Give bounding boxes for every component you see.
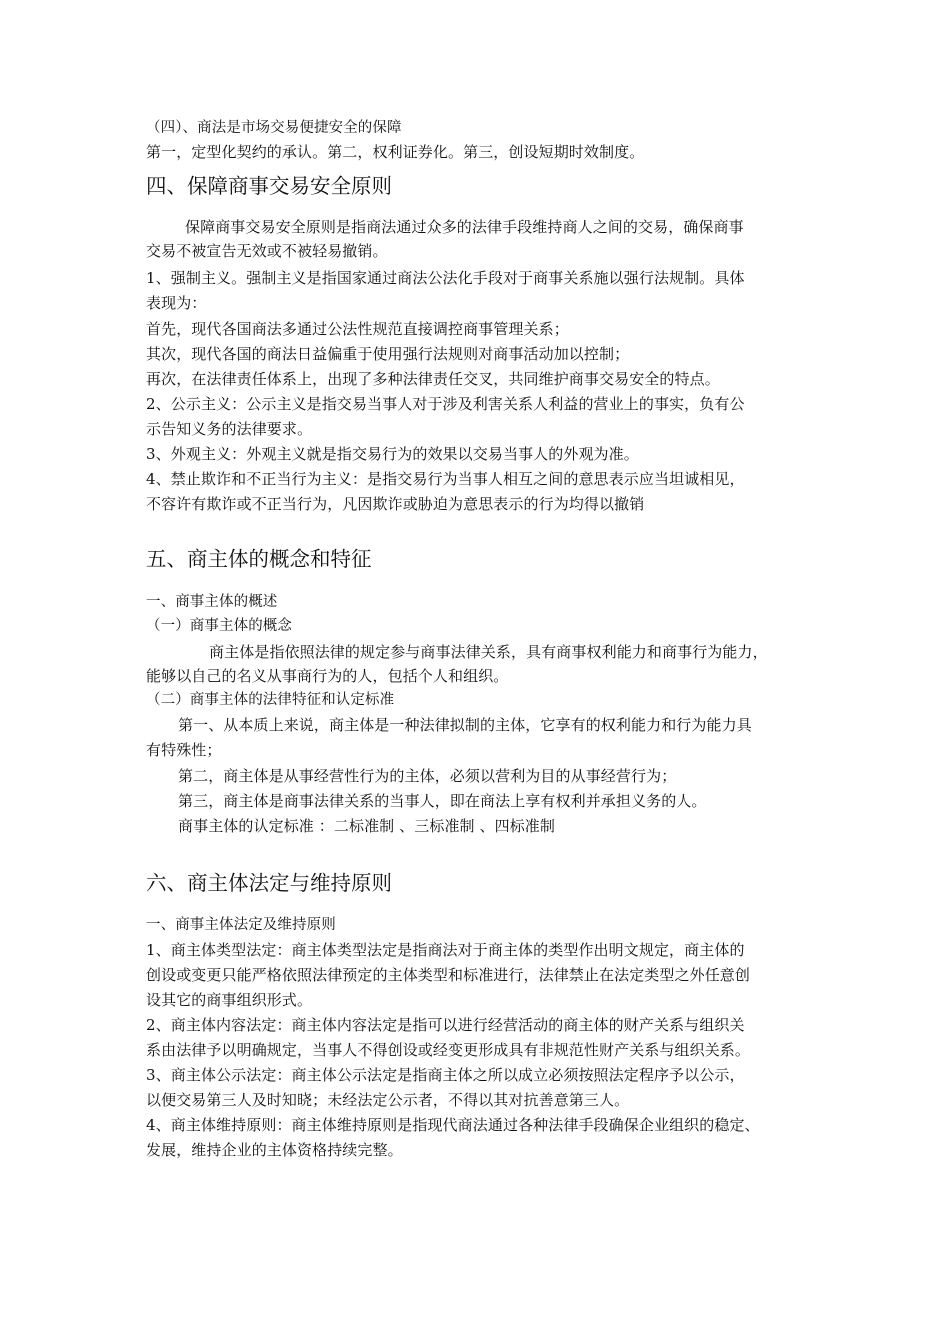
paragraph-line: 有特殊性； (146, 741, 222, 759)
section-title: 六、商主体法定与维持原则 (146, 871, 392, 895)
subsection-heading: 一、商事主体法定及维持原则 (146, 917, 336, 933)
subsection-heading: 一、商事主体的概述 (146, 594, 278, 610)
paragraph-line: 2、公示主义：公示主义是指交易当事人对于涉及利害关系人利益的营业上的事实，负有公 (146, 395, 745, 413)
paragraph-line: 4、禁止欺诈和不正当行为主义：是指交易行为当事人相互之间的意思表示应当坦诚相见， (146, 470, 745, 488)
paragraph-line: 不容许有欺诈或不正当行为，凡因欺诈或胁迫为意思表示的行为均得以撤销 (146, 495, 645, 513)
paragraph-line: 第一，定型化契约的承认。第二，权利证券化。第三，创设短期时效制度。 (146, 143, 645, 161)
paragraph-line: 示告知义务的法律要求。 (146, 420, 313, 438)
paragraph-line: 3、商主体公示法定：商主体公示法定是指商主体之所以成立必须按照法定程序予以公示， (146, 1066, 745, 1084)
paragraph-line: 系由法律予以明确规定，当事人不得创设或经变更形成具有非规范性财产关系与组织关系。 (146, 1041, 751, 1059)
subsection-heading: （二）商事主体的法律特征和认定标准 (146, 692, 395, 708)
paragraph-line: 再次，在法律责任体系上，出现了多种法律责任交叉，共同维护商事交易安全的特点。 (146, 370, 720, 388)
paragraph-line: 交易不被宣告无效或不被轻易撤销。 (146, 242, 388, 260)
section-title: 五、商主体的概念和特征 (146, 547, 372, 571)
paragraph-line: 商事主体的认定标准 ：二标准制 、三标准制 、四标准制 (178, 817, 556, 835)
subsection-heading: （四）、商法是市场交易便捷安全的保障 (146, 120, 402, 136)
paragraph-line: 1、强制主义。强制主义是指国家通过商法公法化手段对于商事关系施以强行法规制。具体 (146, 269, 745, 287)
paragraph-line: 能够以自己的名义从事商行为的人，包括个人和组织。 (146, 667, 509, 685)
paragraph-line: 商主体是指依照法律的规定参与商事法律关系，具有商事权利能力和商事行为能力， (209, 643, 768, 661)
paragraph-line: 首先，现代各国商法多通过公法性规范直接调控商事管理关系； (146, 320, 569, 338)
paragraph-line: 2、商主体内容法定：商主体内容法定是指可以进行经营活动的商主体的财产关系与组织关 (146, 1016, 745, 1034)
paragraph-line: 表现为： (146, 294, 207, 312)
paragraph-line: 发展，维持企业的主体资格持续完整。 (146, 1141, 403, 1159)
paragraph-line: 第三，商主体是商事法律关系的当事人，即在商法上享有权利并承担义务的人。 (178, 792, 707, 810)
paragraph-line: 创设或变更只能严格依照法律预定的主体类型和标准进行，法律禁止在法定类型之外任意创 (146, 966, 751, 984)
paragraph-line: 第二，商主体是从事经营性行为的主体，必须以营利为目的从事经营行为； (178, 767, 677, 785)
paragraph-line: 设其它的商事组织形式。 (146, 991, 313, 1009)
subsection-heading: （一）商事主体的概念 (146, 618, 292, 634)
paragraph-line: 第一、从本质上来说，商主体是一种法律拟制的主体，它享有的权利能力和行为能力具 (178, 716, 752, 734)
paragraph-line: 保障商事交易安全原则是指商法通过众多的法律手段维持商人之间的交易，确保商事 (185, 218, 744, 236)
paragraph-line: 1、商主体类型法定：商主体类型法定是指商法对于商主体的类型作出明文规定，商主体的 (146, 941, 745, 959)
paragraph-line: 其次，现代各国的商法日益偏重于使用强行法规则对商事活动加以控制； (146, 345, 630, 363)
paragraph-line: 4、商主体维持原则：商主体维持原则是指现代商法通过各种法律手段确保企业组织的稳定、 (146, 1116, 760, 1134)
section-title: 四、保障商事交易安全原则 (146, 174, 392, 198)
paragraph-line: 3、外观主义：外观主义就是指交易行为的效果以交易当事人的外观为准。 (146, 445, 639, 463)
paragraph-line: 以便交易第三人及时知晓；未经法定公示者，不得以其对抗善意第三人。 (146, 1091, 630, 1109)
